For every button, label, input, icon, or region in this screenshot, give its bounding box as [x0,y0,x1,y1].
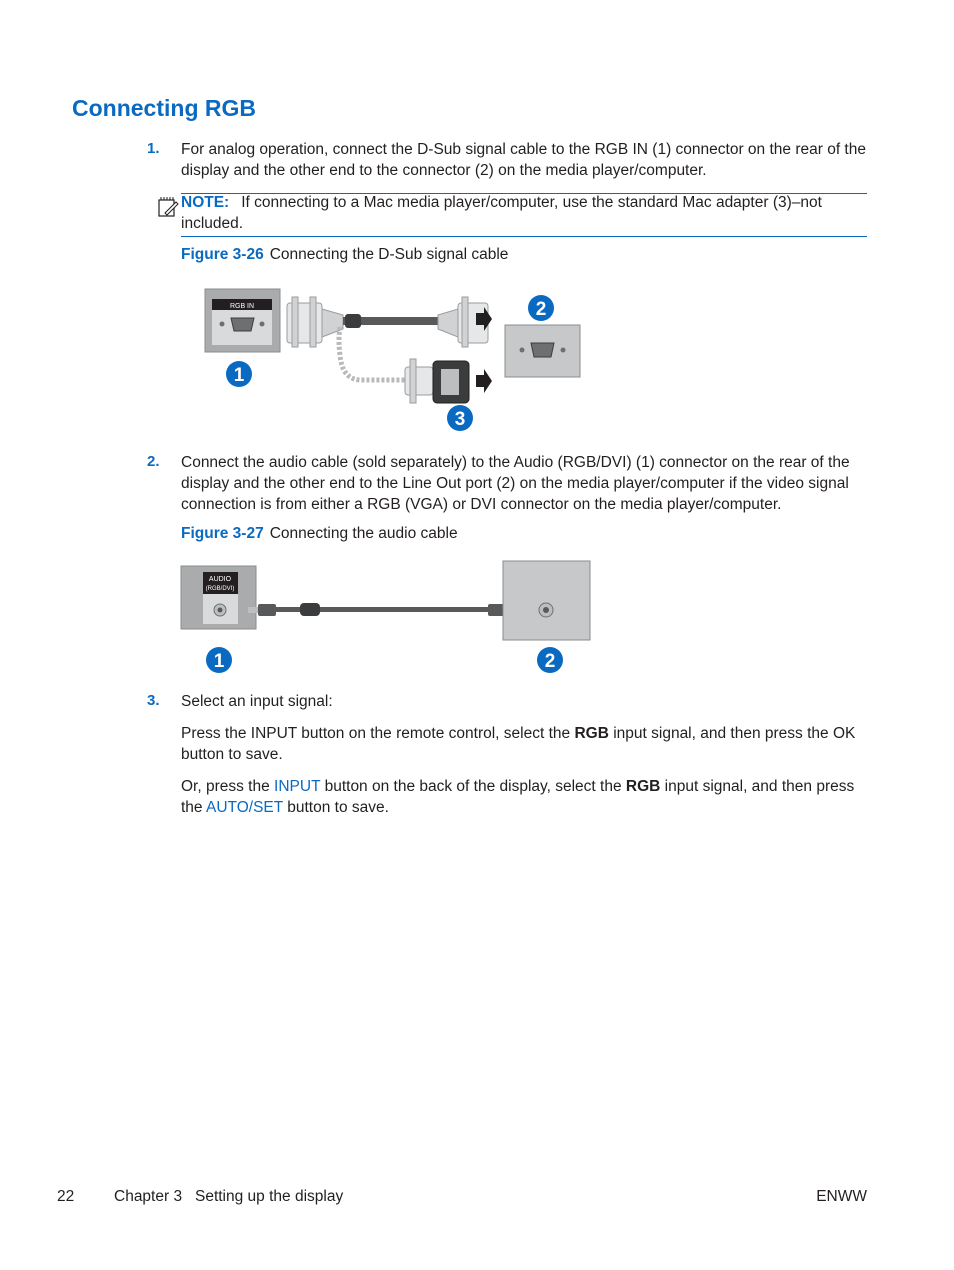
rgb-in-port-label: RGB IN [229,303,255,310]
figure-26-caption [181,246,508,264]
note-icon [157,196,179,218]
note-text [181,192,867,234]
figure-27-label: Figure 3-27 [181,525,264,542]
figure-27-illustration [178,558,594,678]
figure-26-label: Figure 3-26 [181,246,264,263]
figure-26-caption-text: Connecting the D-Sub signal cable [269,246,509,263]
figure-27-caption [181,525,458,543]
step-1-number: 1. [147,140,160,157]
footer-page-number: 22 [57,1188,75,1205]
audio-port-sublabel: (RGB/DVI) [205,586,235,592]
note-body: If connecting to a Mac media player/computer, use the standard Mac adapter (3)–not included. [181,194,822,232]
rgb-bold-2: RGB [625,778,661,795]
step-3-paragraph-2: Or, press the INPUT button on the back of the display, select the RGB input signal, and then press the AUTO/SET button to save. [181,778,855,816]
auto-set-button-link[interactable]: AUTO/SET [206,799,283,816]
step-3-number: 3. [147,692,160,709]
input-button-link[interactable]: INPUT [274,778,321,795]
rgb-bold: RGB [574,725,609,742]
svg-text:3: 3 [454,409,466,430]
footer-chapter: Chapter 3 Setting up the display [114,1188,344,1205]
note-label: NOTE: [181,194,230,211]
figure-26-illustration [200,285,590,435]
step-2-text: Connect the audio cable (sold separately) to the Audio (RGB/DVI) (1) connector on the rear of the display and the other end to the Line Out port (2) on the media player/computer if the video signal connection is from either a RGB (VGA) or DVI connector on the media player/computer. [181,454,850,513]
footer-right: ENWW [816,1188,867,1205]
svg-text:2: 2 [544,651,556,672]
audio-port-label: AUDIO [208,576,232,583]
figure-27-caption-text: Connecting the audio cable [269,525,458,542]
step-2-number: 2. [147,453,160,470]
svg-text:2: 2 [535,299,547,320]
svg-text:1: 1 [233,365,245,386]
step-1-text: For analog operation, connect the D-Sub signal cable to the RGB IN (1) connector on the rear of the display and the other end to the connector (2) on the media player/computer. [181,141,866,179]
svg-text:1: 1 [213,651,225,672]
page-heading: Connecting RGB [72,95,256,121]
step-3-paragraph-1: Press the INPUT button on the remote control, select the RGB input signal, and then press the OK button to save. [181,725,856,763]
step-3-text: Select an input signal: [181,693,333,710]
